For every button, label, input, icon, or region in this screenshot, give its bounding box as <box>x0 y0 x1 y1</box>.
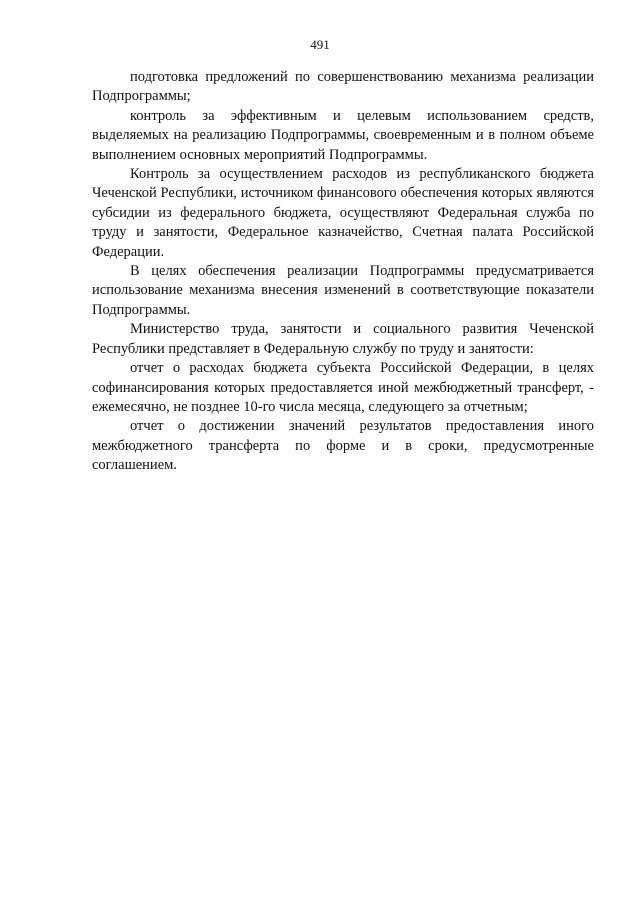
page-number: 491 <box>310 37 330 52</box>
paragraph-expense-control: Контроль за осуществлением расходов из республиканского бюджета Чеченской Республики, источником финансового обеспечения которых являются субсидии из федерального бюджета, осуществляют Федеральная служба по труду и занятости, Федеральное казначейство, Счетная палата Российской Федерации. <box>92 166 594 260</box>
paragraph-proposals: подготовка предложений по совершенствованию механизма реализации Подпрограммы; <box>92 69 594 105</box>
document-body <box>92 68 594 476</box>
paragraph-ministry-reporting: Министерство труда, занятости и социального развития Чеченской Республики представляет в Федеральную службу по труду и занятости: <box>92 321 594 357</box>
paragraph-expense-report: отчет о расходах бюджета субъекта Российской Федерации, в целях софинансирования которых предоставляется иной межбюджетный трансферт, - ежемесячно, не позднее 10-го числа месяца, следующего за отчетным; <box>92 360 594 415</box>
paragraph-results-report: отчет о достижении значений результатов предоставления иного межбюджетного трансферта по форме и в сроки, предусмотренные соглашением. <box>92 418 594 474</box>
paragraph-control-funds: контроль за эффективным и целевым использованием средств, выделяемых на реализацию Подпрограммы, своевременным и в полном объеме выполнением основных мероприятий Подпрограммы. <box>92 107 594 163</box>
paragraph-implementation-mechanism: В целях обеспечения реализации Подпрограммы предусматривается использование механизма внесения изменений в соответствующие показатели Подпрограммы. <box>92 263 594 318</box>
